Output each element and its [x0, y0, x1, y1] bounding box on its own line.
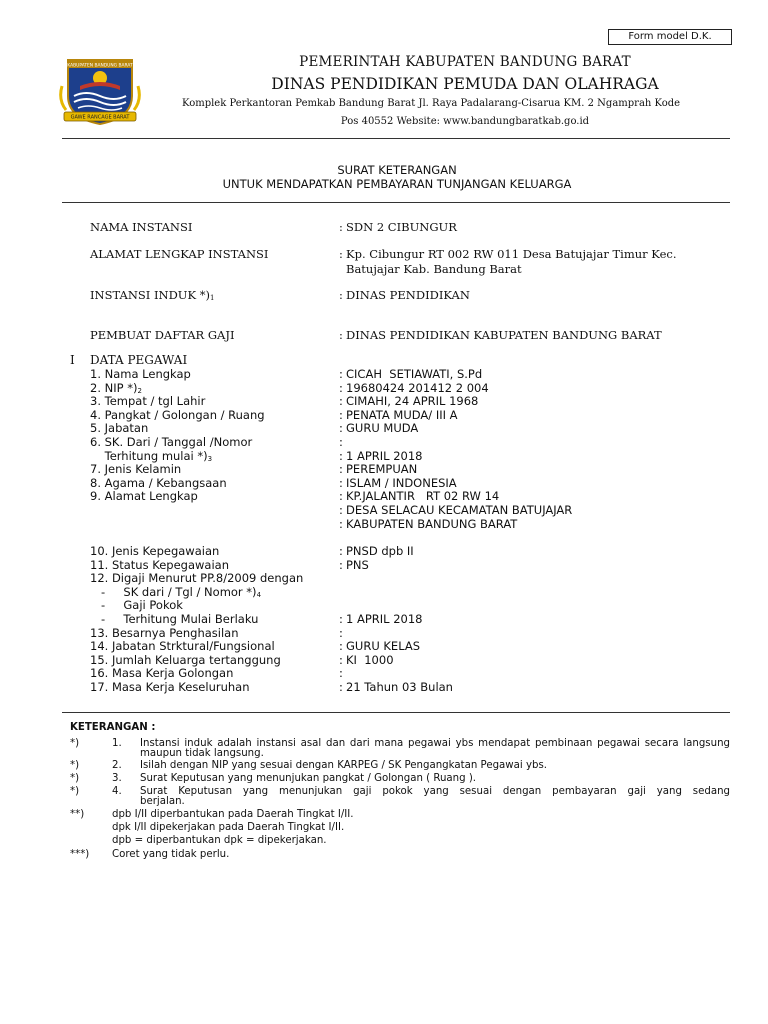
- rows-value: 1 APRIL 2018: [346, 448, 423, 463]
- colon: :: [339, 328, 343, 342]
- rows-label: 4. Pangkat / Golongan / Ruang: [90, 407, 265, 422]
- logo-motto: GAWE RANCAGE BARAT: [70, 114, 130, 121]
- keterangan-divider: [62, 712, 730, 713]
- colon: :: [339, 247, 343, 261]
- rows-value: PEREMPUAN: [346, 462, 418, 477]
- rows2-label: 15. Jumlah Keluarga tertanggung: [90, 652, 281, 667]
- rows2-label: 14. Jabatan Strktural/Fungsional: [90, 639, 275, 654]
- alamat-instansi-value-2: Batujajar Kab. Bandung Barat: [346, 262, 522, 276]
- keterangan-text: Surat Keputusan yang menunjukan gaji pokok yang sesuai dengan pembayaran gaji yang sedang: [140, 786, 730, 797]
- rows-value: CICAH SETIAWATI, S.Pd: [346, 367, 483, 381]
- pembuat-daftar-gaji-label: PEMBUAT DAFTAR GAJI: [90, 328, 235, 342]
- rows-value: GURU MUDA: [346, 421, 419, 436]
- postal-website: Pos 40552 Website: www.bandungbaratkab.go.id: [340, 116, 590, 127]
- colon: :: [339, 680, 343, 694]
- alamat-instansi-value-1: Kp. Cibungur RT 002 RW 011 Desa Batujajar Timur Kec.: [346, 247, 677, 261]
- colon: :: [339, 503, 343, 517]
- dpb-mark: **): [70, 809, 85, 820]
- government-name: PEMERINTAH KABUPATEN BANDUNG BARAT: [299, 54, 631, 70]
- header-divider: [62, 138, 730, 139]
- coret-mark: ***): [70, 849, 90, 860]
- rows-label: 6. SK. Dari / Tanggal /Nomor: [90, 435, 253, 449]
- nama-instansi-value: SDN 2 CIBUNGUR: [346, 220, 457, 234]
- keterangan-text-cont: berjalan.: [140, 796, 185, 807]
- keterangan-text: Surat Keputusan yang menunjukan pangkat / Golongan ( Ruang ).: [140, 773, 477, 784]
- rows-value: PENATA MUDA/ III A: [346, 407, 458, 422]
- colon: :: [339, 435, 343, 449]
- section-number: I: [70, 353, 75, 367]
- rows-value: KP.JALANTIR RT 02 RW 14: [346, 489, 500, 504]
- rows2-value: PNSD dpb II: [346, 544, 414, 558]
- rows2-label: 16. Masa Kerja Golongan: [90, 666, 234, 681]
- rows-value: CIMAHI, 24 APRIL 1968: [346, 394, 479, 409]
- form-model-label: Form model D.K.: [608, 29, 732, 45]
- colon: :: [339, 625, 343, 640]
- rows-label: 8. Agama / Kebangsaan: [90, 475, 227, 490]
- keterangan-mark: *): [70, 738, 80, 749]
- rows2-label: 10. Jenis Kepegawaian: [90, 544, 220, 558]
- colon: :: [339, 557, 343, 572]
- rows-label: 3. Tempat / tgl Lahir: [90, 394, 206, 409]
- rows2-value: 21 Tahun 03 Bulan: [346, 680, 453, 694]
- rows2-label: 17. Masa Kerja Keseluruhan: [90, 680, 250, 694]
- colon: :: [339, 288, 343, 302]
- keterangan-title: KETERANGAN :: [70, 722, 156, 733]
- section-title: DATA PEGAWAI: [90, 353, 188, 367]
- instansi-induk-value: DINAS PENDIDIKAN: [346, 288, 470, 302]
- colon: :: [339, 612, 343, 626]
- office-address: Komplek Perkantoran Pemkab Bandung Barat Jl. Raya Padalarang-Cisarua KM. 2 Ngamprah Kode: [182, 98, 681, 109]
- colon: :: [339, 220, 343, 234]
- keterangan-number: 3.: [112, 773, 122, 784]
- pembuat-daftar-gaji-value: DINAS PENDIDIKAN KABUPATEN BANDUNG BARAT: [346, 328, 662, 342]
- alamat-instansi-label: ALAMAT LENGKAP INSTANSI: [90, 247, 269, 261]
- keterangan-text-cont: maupun tidak langsung.: [140, 748, 264, 759]
- colon: :: [339, 421, 343, 436]
- rows-label: 7. Jenis Kelamin: [90, 462, 182, 477]
- colon: :: [339, 462, 343, 477]
- keterangan-mark: *): [70, 773, 80, 784]
- rows2-value: GURU KELAS: [346, 639, 421, 654]
- dpb-note-2: dpk I/II dipekerjakan pada Daerah Tingkat I/II.: [112, 822, 345, 833]
- rows2-label: - SK dari / Tgl / Nomor $*)_4$: [90, 584, 262, 599]
- logo-top-text: KABUPATEN BANDUNG BARAT: [67, 63, 133, 69]
- keterangan-number: 2.: [112, 760, 122, 771]
- document-title: SURAT KETERANGAN: [337, 163, 457, 177]
- document-subtitle: UNTUK MENDAPATKAN PEMBAYARAN TUNJANGAN KELUARGA: [222, 177, 572, 191]
- title-divider: [62, 202, 730, 203]
- rows-label: 2. NIP $*)_2$: [90, 380, 142, 395]
- rows2-label: - Terhitung Mulai Berlaku: [90, 612, 259, 626]
- office-name: DINAS PENDIDIKAN PEMUDA DAN OLAHRAGA: [271, 75, 659, 93]
- rows2-label: 11. Status Kepegawaian: [90, 557, 229, 572]
- rows-value: DESA SELACAU KECAMATAN BATUJAJAR: [346, 503, 573, 517]
- rows2-label: 12. Digaji Menurut PP.8/2009 dengan: [90, 571, 304, 586]
- keterangan-number: 1.: [112, 738, 122, 749]
- colon: :: [339, 652, 343, 667]
- colon: :: [339, 489, 343, 504]
- keterangan-mark: *): [70, 786, 80, 797]
- colon: :: [339, 380, 343, 395]
- rows-label: 9. Alamat Lengkap: [90, 489, 198, 504]
- keterangan-number: 4.: [112, 786, 122, 797]
- dpb-note-1: dpb I/II diperbantukan pada Daerah Tingkat I/II.: [112, 809, 354, 820]
- colon: :: [339, 516, 343, 531]
- colon: :: [339, 407, 343, 422]
- rows2-value: PNS: [346, 557, 369, 572]
- keterangan-mark: *): [70, 760, 80, 771]
- colon: :: [339, 475, 343, 490]
- coret-note: Coret yang tidak perlu.: [112, 849, 230, 860]
- rows-value: 19680424 201412 2 004: [346, 380, 489, 395]
- keterangan-text: Instansi induk adalah instansi asal dan dari mana pegawai ybs mendapat pembinaan pegawai secara langsung: [140, 738, 730, 749]
- rows-label: 1. Nama Lengkap: [90, 367, 191, 381]
- colon: :: [339, 544, 343, 558]
- colon: :: [339, 367, 343, 381]
- colon: :: [339, 448, 343, 463]
- rows2-value: 1 APRIL 2018: [346, 612, 423, 626]
- colon: :: [339, 666, 343, 681]
- rows-value: ISLAM / INDONESIA: [346, 475, 457, 490]
- dpb-note-3: dpb = diperbantukan dpk = dipekerjakan.: [112, 835, 327, 846]
- colon: :: [339, 639, 343, 654]
- rows-label: Terhitung mulai $*)_3$: [90, 448, 213, 463]
- rows2-label: 13. Besarnya Penghasilan: [90, 625, 239, 640]
- rows2-value: KI 1000: [346, 652, 394, 667]
- keterangan-text: Isilah dengan NIP yang sesuai dengan KARPEG / SK Pengangkatan Pegawai ybs.: [140, 760, 547, 771]
- rows-value: KABUPATEN BANDUNG BARAT: [346, 516, 518, 531]
- rows-label: 5. Jabatan: [90, 421, 149, 436]
- colon: :: [339, 394, 343, 409]
- nama-instansi-label: NAMA INSTANSI: [90, 220, 193, 234]
- instansi-induk-label: INSTANSI INDUK $*)_1$: [90, 288, 215, 302]
- rows2-label: - Gaji Pokok: [90, 598, 183, 613]
